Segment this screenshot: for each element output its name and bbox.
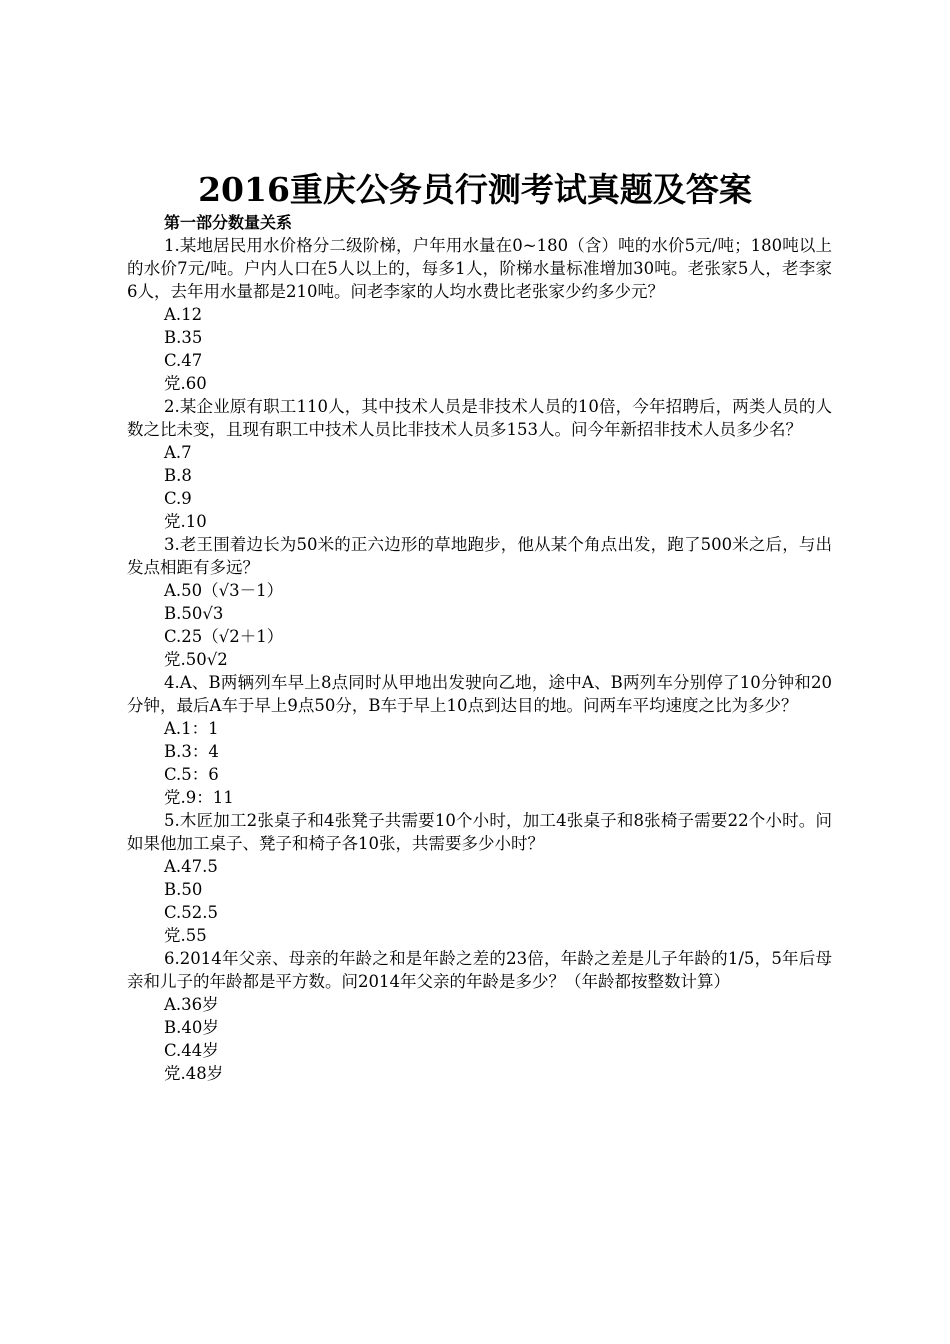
document-body bbox=[127, 211, 832, 1085]
answer-options bbox=[127, 717, 832, 809]
answer-options bbox=[127, 579, 832, 671]
page-title: 2016重庆公务员行测考试真题及答案 bbox=[198, 170, 752, 209]
answer-option: 党.60 bbox=[164, 374, 207, 393]
question-text: 6.2014年父亲、母亲的年龄之和是年龄之差的23倍，年龄之差是儿子年龄的1/5，5年后母亲和儿子的年龄都是平方数。问2014年父亲的年龄是多少？（年龄都按整数计算） bbox=[127, 949, 832, 991]
answer-options bbox=[127, 993, 832, 1085]
answer-option: B.50√3 bbox=[164, 604, 224, 623]
answer-options bbox=[127, 303, 832, 395]
answer-option: C.44岁 bbox=[164, 1041, 219, 1060]
answer-option: B.3：4 bbox=[164, 742, 219, 761]
answer-option: C.25（√2＋1） bbox=[164, 627, 284, 646]
question-block bbox=[127, 395, 832, 533]
answer-option: 党.50√2 bbox=[164, 650, 228, 669]
question-text: 3.老王围着边长为50米的正六边形的草地跑步，他从某个角点出发，跑了500米之后，与出发点相距有多远？ bbox=[127, 535, 832, 577]
answer-option: 党.55 bbox=[164, 926, 207, 945]
question-block bbox=[127, 809, 832, 947]
answer-option: 党.48岁 bbox=[164, 1064, 224, 1083]
answer-option: A.12 bbox=[164, 305, 203, 324]
answer-option: B.8 bbox=[164, 466, 192, 485]
answer-option: 党.10 bbox=[164, 512, 207, 531]
answer-option: A.36岁 bbox=[164, 995, 219, 1014]
question-block bbox=[127, 671, 832, 809]
question-text: 2.某企业原有职工110人，其中技术人员是非技术人员的10倍，今年招聘后，两类人员的人数之比未变，且现有职工中技术人员比非技术人员多153人。问今年新招非技术人员多少名？ bbox=[127, 397, 832, 439]
question-text: 4.A、B两辆列车早上8点同时从甲地出发驶向乙地，途中A、B两列车分别停了10分钟和20分钟，最后A车于早上9点50分，B车于早上10点到达目的地。问两车平均速度之比为多少？ bbox=[127, 673, 832, 715]
answer-option: A.7 bbox=[164, 443, 192, 462]
question-block bbox=[127, 947, 832, 1085]
answer-option: C.9 bbox=[164, 489, 192, 508]
question-text: 1.某地居民用水价格分二级阶梯，户年用水量在0~180（含）吨的水价5元/吨；180吨以上的水价7元/吨。户内人口在5人以上的，每多1人，阶梯水量标准增加30吨。老张家5人，老李家6人，去年用水量都是210吨。问老李家的人均水费比老张家少约多少元？ bbox=[127, 236, 832, 301]
answer-option: B.35 bbox=[164, 328, 203, 347]
answer-option: C.47 bbox=[164, 351, 203, 370]
question-block bbox=[127, 533, 832, 671]
answer-option: A.47.5 bbox=[164, 857, 218, 876]
answer-option: A.1：1 bbox=[164, 719, 219, 738]
answer-option: A.50（√3－1） bbox=[164, 581, 284, 600]
section-heading: 第一部分数量关系 bbox=[164, 213, 293, 232]
answer-option: C.5：6 bbox=[164, 765, 219, 784]
answer-options bbox=[127, 441, 832, 533]
question-block bbox=[127, 234, 832, 395]
answer-option: B.40岁 bbox=[164, 1018, 219, 1037]
question-text: 5.木匠加工2张桌子和4张凳子共需要10个小时，加工4张桌子和8张椅子需要22个小时。问如果他加工桌子、凳子和椅子各10张，共需要多少小时？ bbox=[127, 811, 832, 853]
answer-options bbox=[127, 855, 832, 947]
answer-option: B.50 bbox=[164, 880, 203, 899]
answer-option: 党.9：11 bbox=[164, 788, 234, 807]
answer-option: C.52.5 bbox=[164, 903, 219, 922]
